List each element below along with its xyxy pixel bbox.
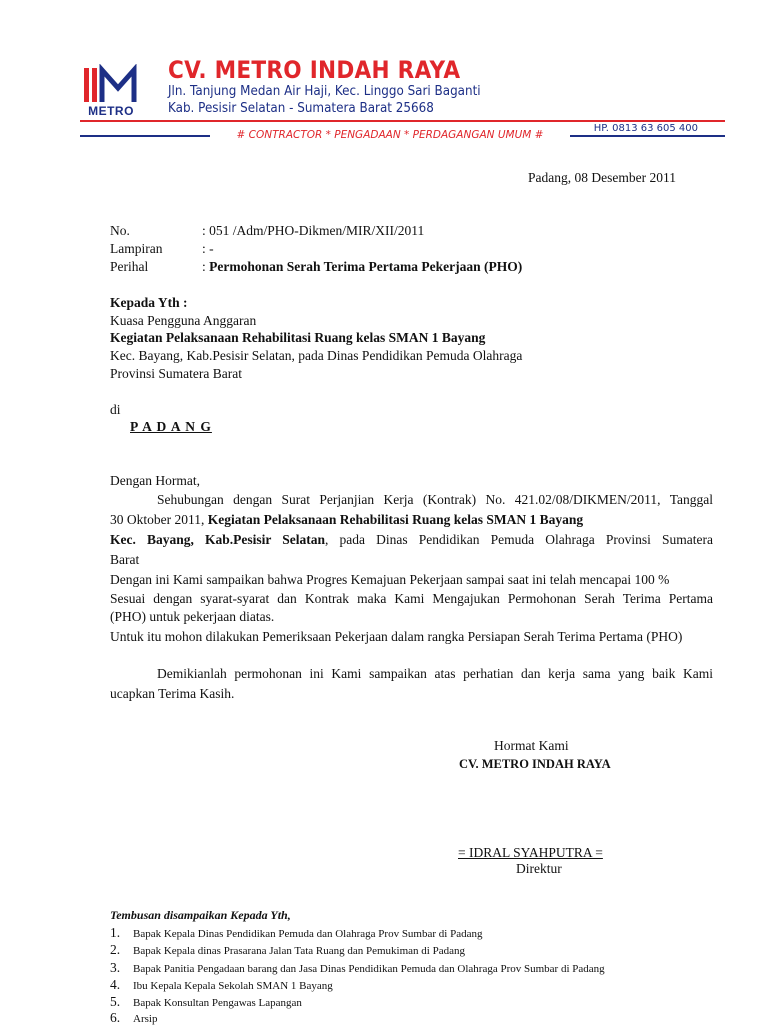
meta-perihal-text: Permohonan Serah Terima Pertama Pekerjaan (PHO) — [209, 259, 523, 274]
recipient-di: di — [110, 402, 121, 417]
meta-label-lampiran: Lampiran — [110, 241, 163, 256]
p1-kegiatan: Kegiatan Pelaksanaan Rehabilitasi Ruang kelas SMAN 1 Bayang — [207, 512, 584, 527]
cc-item-num: 3. — [110, 960, 121, 975]
recipient-city: P A D A N G — [130, 419, 212, 434]
cc-item-text: Bapak Panitia Pengadaan barang dan Jasa Dinas Pendidikan Pemuda dan Olahraga Prov Sumbar di Padang — [133, 963, 605, 975]
paragraph-5-line-1: Demikianlah permohonan ini Kami sampaikan atas perhatian dan kerja sama yang baik Kami — [157, 666, 713, 681]
greeting: Dengan Hormat, — [110, 473, 200, 488]
paragraph-4: Untuk itu mohon dilakukan Pemeriksaan Pekerjaan dalam rangka Persiapan Serah Terima Pertama (PHO) — [110, 629, 683, 644]
cc-item-text: Bapak Kepala Dinas Pendidikan Pemuda dan Olahraga Prov Sumbar di Padang — [133, 928, 483, 940]
meta-perihal-prefix: : — [202, 259, 210, 274]
meta-value-lampiran: : - — [202, 241, 214, 256]
meta-label-perihal: Perihal — [110, 259, 149, 274]
signature-closing: Hormat Kami — [494, 738, 569, 753]
paragraph-5-line-2: ucapkan Terima Kasih. — [110, 686, 235, 701]
recipient-line-2: Kegiatan Pelaksanaan Rehabilitasi Ruang kelas SMAN 1 Bayang — [110, 330, 486, 345]
cc-item-num: 6. — [110, 1010, 121, 1025]
p1-dinas: , pada Dinas Pendidikan Pemuda Olahraga Provinsi Sumatera — [325, 532, 713, 547]
meta-value-no: : 051 /Adm/PHO-Dikmen/MIR/XII/2011 — [202, 223, 425, 238]
company-logo — [80, 64, 142, 118]
cc-item-num: 5. — [110, 994, 121, 1009]
signature-company: CV. METRO INDAH RAYA — [459, 757, 611, 771]
recipient-heading: Kepada Yth : — [110, 295, 188, 310]
paragraph-3-line-1: Sesuai dengan syarat-syarat dan Kontrak maka Kami Mengajukan Permohonan Serah Terima Pertama — [110, 591, 713, 606]
logo-text: METRO — [88, 104, 134, 118]
address-line-1: Jln. Tanjung Medan Air Haji, Kec. Linggo Sari Baganti — [168, 84, 481, 99]
company-tagline: # CONTRACTOR * PENGADAAN * PERDAGANGAN UMUM # — [210, 129, 570, 141]
signature-title: Direktur — [516, 861, 562, 876]
cc-item-text: Bapak Kepala dinas Prasarana Jalan Tata Ruang dan Pemukiman di Padang — [133, 945, 465, 957]
paragraph-1-line-1: Sehubungan dengan Surat Perjanjian Kerja (Kontrak) No. 421.02/08/DIKMEN/2011, Tanggal — [157, 492, 713, 507]
paragraph-3-line-2: (PHO) untuk pekerjaan diatas. — [110, 609, 275, 624]
letterhead-divider-red — [80, 120, 725, 122]
paragraph-2: Dengan ini Kami sampaikan bahwa Progres Kemajuan Pekerjaan sampai saat ini telah mencapai 100 % — [110, 572, 670, 587]
date-line: Padang, 08 Desember 2011 — [528, 170, 676, 185]
recipient-line-3: Kec. Bayang, Kab.Pesisir Selatan, pada Dinas Pendidikan Pemuda Olahraga — [110, 348, 523, 363]
p1-date: 30 Oktober 2011, — [110, 512, 208, 527]
recipient-line-4: Provinsi Sumatera Barat — [110, 366, 242, 381]
cc-item-text: Arsip — [133, 1013, 158, 1025]
meta-label-no: No. — [110, 223, 130, 238]
paragraph-1-line-4: Barat — [110, 552, 140, 567]
contact-phone: HP. 0813 63 605 400 — [593, 123, 698, 134]
cc-heading: Tembusan disampaikan Kepada Yth, — [110, 908, 291, 922]
signature-name: = IDRAL SYAHPUTRA = — [458, 845, 603, 860]
paragraph-1-line-2 — [110, 512, 583, 528]
company-name: CV. METRO INDAH RAYA — [168, 56, 461, 84]
recipient-line-1: Kuasa Pengguna Anggaran — [110, 313, 257, 328]
cc-item-text: Ibu Kepala Kepala Sekolah SMAN 1 Bayang — [133, 980, 333, 992]
address-line-2: Kab. Pesisir Selatan - Sumatera Barat 25668 — [168, 101, 434, 116]
cc-item-text: Bapak Konsultan Pengawas Lapangan — [133, 997, 302, 1009]
cc-item-num: 2. — [110, 942, 121, 957]
paragraph-1-line-3 — [110, 532, 713, 548]
p1-location: Kec. Bayang, Kab.Pesisir Selatan — [110, 532, 326, 547]
cc-item-num: 1. — [110, 925, 121, 940]
cc-item-num: 4. — [110, 977, 121, 992]
metro-logo-icon — [80, 64, 142, 106]
meta-value-perihal — [202, 259, 522, 275]
